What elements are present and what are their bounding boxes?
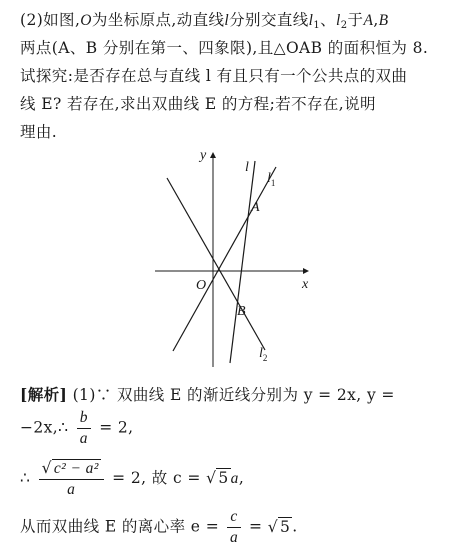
var-B: B <box>378 12 389 29</box>
fraction-sqrt-over-a: $\frac{\text{√ c² − a²}}{a}$ <box>39 458 104 500</box>
y-axis-label: y <box>200 148 207 163</box>
solution-heading: [解析] <box>20 385 68 404</box>
var-l2: l <box>336 12 341 29</box>
problem-line-2: 两点(A、B 分别在第一、四象限),且△OAB 的面积恒为 8. <box>20 39 429 57</box>
solution-line-1: [解析] (1)∵ 双曲线 E 的渐近线分别为 y = 2x, y = <box>20 385 395 404</box>
line-l1-label: $l_1$ <box>267 171 276 188</box>
part-label: (2) <box>20 11 44 29</box>
figure-svg <box>150 145 320 367</box>
problem-line-3: 试探究:是否存在总与直线 l 有且只有一个公共点的双曲 <box>20 67 408 85</box>
var-O: O <box>80 12 92 29</box>
problem-line-1: (2)如图,O为坐标原点,动直线l分别交直线$l_1$、$l_2$于A,B <box>20 11 389 31</box>
line-l <box>230 161 255 363</box>
sqrt5: √ 5 <box>267 517 291 536</box>
coordinate-figure <box>150 145 320 367</box>
line-l2-label: $l_2$ <box>259 346 268 363</box>
line-l1 <box>173 167 276 351</box>
x-axis-label: x <box>302 277 309 292</box>
solution-line-2: −2x,∴ $\frac{b}{a}$ = 2, <box>20 409 134 447</box>
var-l: l <box>224 12 230 29</box>
problem-line-5: 理由. <box>20 123 58 141</box>
solution-line-4: 从而双曲线 E 的离心率 e = $\frac{c}{a}$ = √ 5 . <box>20 508 298 546</box>
point-B-label: B <box>237 304 246 319</box>
origin-label: O <box>196 278 207 293</box>
var-l1: l <box>308 12 314 29</box>
fraction-c-over-a: $\frac{c}{a}$ <box>227 507 240 548</box>
var-A: A <box>363 12 374 29</box>
solution-line-3: ∴ $\frac{\text{√ c² − a²}}{a}$ = 2, 故 c = √ 5 a, <box>20 459 245 498</box>
fraction-b-over-a: $\frac{b}{a}$ <box>77 408 91 449</box>
problem-line-4: 线 E? 若存在,求出双曲线 E 的方程;若不存在,说明 <box>20 95 376 113</box>
line-l-label: l <box>245 160 249 175</box>
point-A-label: A <box>251 200 260 215</box>
sqrt5a: √ 5 <box>206 469 229 487</box>
